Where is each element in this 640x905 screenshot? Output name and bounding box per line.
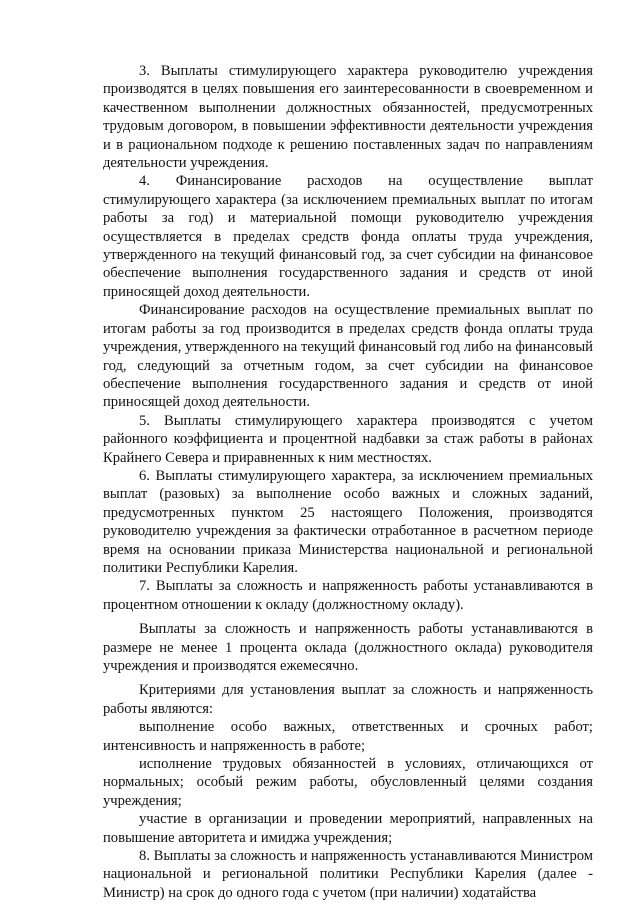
paragraph-item-5: 5. Выплаты стимулирующего характера производятся с учетом районного коэффициента и процентной надбавки за стаж работы в районах Крайнего Севера и приравненных к ним местностях. [103,412,593,466]
paragraph-item-3: 3. Выплаты стимулирующего характера руководителю учреждения производятся в целях повышения его заинтересованности в своевременном и качественном выполнении должностных обязанностей, предусмотренных трудовым договором, в повышении эффективности деятельности учреждения и в рациональном подходе к решению поставленных задач по направлениям деятельности учреждения. [103,63,593,172]
paragraph-criterion-1: выполнение особо важных, ответственных и срочных работ; интенсивность и напряженность в работе; [103,719,593,754]
paragraph-criteria-intro: Критериями для установления выплат за сложность и напряженность работы являются: [103,682,593,717]
paragraph-item-7: 7. Выплаты за сложность и напряженность работы устанавливаются в процентном отношении к окладу (должностному окладу). [103,578,593,613]
document-page [103,62,593,902]
paragraph-item-4: 4. Финансирование расходов на осуществление выплат стимулирующего характера (за исключением премиальных выплат по итогам работы за год) и материальной помощи руководителю учреждения осуществляется в пределах средств фонда оплаты труда учреждения, утвержденного на текущий финансовый год, за счет субсидии на финансовое обеспечение выполнения государственного задания и средств от иной приносящей доход деятельности. [103,173,593,300]
paragraph-item-6: 6. Выплаты стимулирующего характера, за исключением премиальных выплат (разовых) за выполнение особо важных и сложных заданий, предусмотренных пунктом 25 настоящего Положения, производятся руководителю учреждения за фактически отработанное в расчетном периоде время на основании приказа Министерства национальной и региональной политики Республики Карелия. [103,467,593,576]
paragraph-premium-financing: Финансирование расходов на осуществление премиальных выплат по итогам работы за год производится в пределах средств фонда оплаты труда учреждения, утвержденного на текущий финансовый год либо на финансовый год, следующий за отчетным годом, за счет субсидии на финансовое обеспечение выполнения государственного задания и средств от иной приносящей доход деятельности. [103,302,593,411]
paragraph-criterion-2: исполнение трудовых обязанностей в условиях, отличающихся от нормальных; особый режим работы, обусловленный целями создания учреждения; [103,756,593,809]
paragraph-complexity-amount: Выплаты за сложность и напряженность работы устанавливаются в размере не менее 1 процента оклада (должностного оклада) руководителя учреждения и производятся ежемесячно. [103,621,593,674]
paragraph-item-8: 8. Выплаты за сложность и напряженность устанавливаются Министром национальной и региональной политики Республики Карелия (далее - Министр) на срок до одного года с учетом (при наличии) ходатайства [103,848,593,901]
paragraph-criterion-3: участие в организации и проведении мероприятий, направленных на повышение авторитета и имиджа учреждения; [103,811,593,846]
